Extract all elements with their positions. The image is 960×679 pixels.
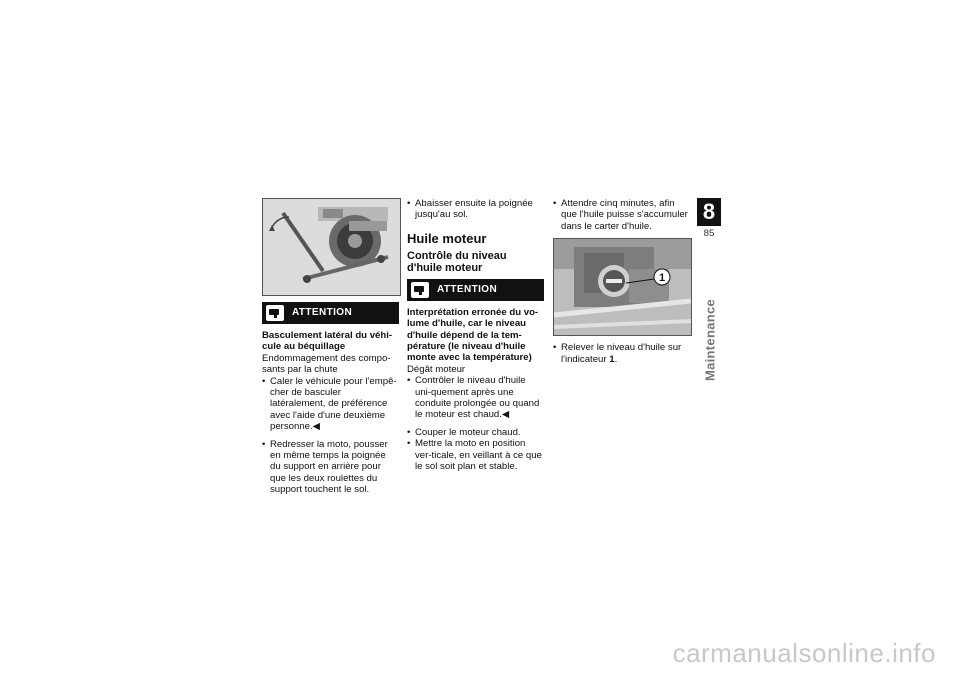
stand-illustration [262,198,401,296]
chapter-number: 8 [697,198,721,226]
list-item-text: Relever le niveau d'huile sur l'indicateur [561,342,682,365]
warning-text: Dégât moteur [407,363,466,375]
instruction-list [262,376,399,496]
column-3 [553,198,690,365]
list-item: • Abaisser ensuite la poignée jusqu'au sol. [407,198,544,221]
section-title: Huile moteur [407,230,487,246]
callout-number: 1 [658,272,666,285]
attention-label: ATTENTION [292,307,353,319]
oil-level-illustration [553,238,692,336]
list-item [553,342,690,365]
watermark: carmanualsonline.info [672,638,936,668]
page-number: 85 [703,228,715,239]
engine-oil-indicator-image [554,239,691,335]
warning-icon [266,305,284,321]
warning-text: Endommagement des compo-sants par la chute [262,352,391,376]
list-item: • Couper le moteur chaud. [407,427,544,438]
attention-banner [262,302,399,324]
instruction-list [553,198,690,232]
subsection-title: Contrôle du niveau d'huile moteur [407,249,507,275]
attention-banner [407,279,544,301]
instruction-list [407,198,544,221]
instruction-list [553,342,690,365]
list-item: • Contrôler le niveau d'huile uni-quement après une conduite prolongée ou quand le moteur est chaud.◀ [407,375,544,421]
attention-label: ATTENTION [437,284,498,296]
warning-title: Interprétation erronée du vo-lume d'huile, car le niveau d'huile dépend de la tem-pérature (le niveau d'huile monte avec la température) [407,306,539,364]
column-2 [407,198,544,473]
list-item: • Redresser la moto, pousser en même temps la poignée du support en arrière pour que les deux roulettes du support touchent le sol. [262,439,399,496]
column-1 [262,198,399,496]
list-item-end: . [614,353,618,365]
chapter-title: Maintenance [702,298,718,382]
callout-reference: 1 [609,353,615,365]
list-item: • Mettre la moto en position ver-ticale, en veillant à ce que le sol soit plan et stable. [407,438,544,472]
instruction-list [407,375,544,472]
warning-title: Basculement latéral du véhi-cule au béquillage [262,330,393,353]
warning-icon [411,282,429,298]
motorcycle-stand-image [263,199,400,295]
list-item: • Caler le véhicule pour l'empê-cher de basculer latéralement, de préférence avec l'aide d'une deuxième personne.◀ [262,376,399,433]
list-item: • Attendre cinq minutes, afin que l'huile puisse s'accumuler dans le carter d'huile. [553,198,690,232]
